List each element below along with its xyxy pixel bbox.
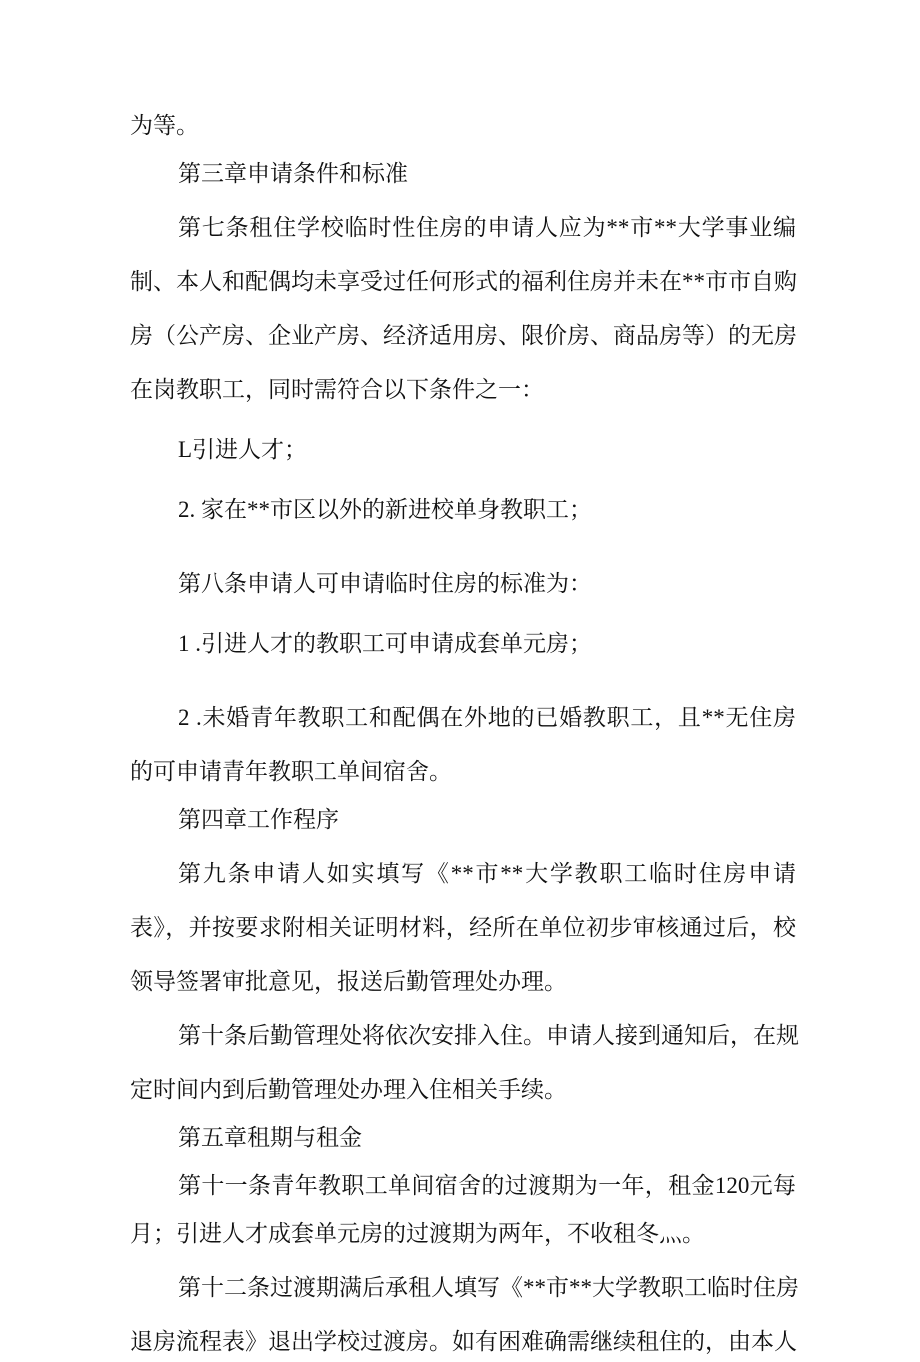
list-item: 2 .未婚青年教职工和配偶在外地的已婚教职工，且**无住房 — [178, 705, 796, 730]
article-10-line: 第十条后勤管理处将依次安排入住。申请人接到通知后，在规 — [178, 1023, 799, 1048]
article-7-line: 制、本人和配偶均未享受过任何形式的福利住房并未在**市市自购 — [130, 269, 797, 294]
list-item: 的可申请青年教职工单间宿舍。 — [130, 759, 452, 784]
chapter-heading: 第四章工作程序 — [178, 807, 339, 832]
chapter-heading: 第五章租期与租金 — [178, 1125, 362, 1150]
article-8-heading: 第八条申请人可申请临时住房的标准为： — [178, 571, 592, 596]
text-line: 为等。 — [130, 113, 199, 138]
list-item: L引进人才； — [178, 437, 308, 462]
article-7-line: 房（公产房、企业产房、经济适用房、限价房、商品房等）的无房 — [130, 323, 797, 348]
chapter-heading: 第三章申请条件和标准 — [178, 161, 408, 186]
article-7-line: 第七条租住学校临时性住房的申请人应为**市**大学事业编 — [178, 215, 796, 240]
list-item: 1 .引进人才的教职工可申请成套单元房； — [178, 631, 592, 656]
article-12-line: 退房流程表》退出学校过渡房。如有困难确需继续租住的，由本人 — [130, 1329, 797, 1354]
article-11-line: 月；引进人才成套单元房的过渡期为两年，不收租冬灬。 — [130, 1221, 705, 1246]
article-11-line: 第十一条青年教职工单间宿舍的过渡期为一年，租金120元每 — [178, 1173, 796, 1198]
article-9-line: 第九条申请人如实填写《**市**大学教职工临时住房申请 — [178, 861, 796, 886]
article-9-line: 表》，并按要求附相关证明材料，经所在单位初步审核通过后，校 — [130, 915, 796, 940]
article-10-line: 定时间内到后勤管理处办理入住相关手续。 — [130, 1077, 567, 1102]
article-9-line: 领导签署审批意见，报送后勤管理处办理。 — [130, 969, 567, 994]
list-item: 2. 家在**市区以外的新进校单身教职工； — [178, 497, 592, 522]
article-7-line: 在岗教职工，同时需符合以下条件之一： — [130, 377, 544, 402]
article-12-line: 第十二条过渡期满后承租人填写《**市**大学教职工临时住房 — [178, 1275, 799, 1300]
